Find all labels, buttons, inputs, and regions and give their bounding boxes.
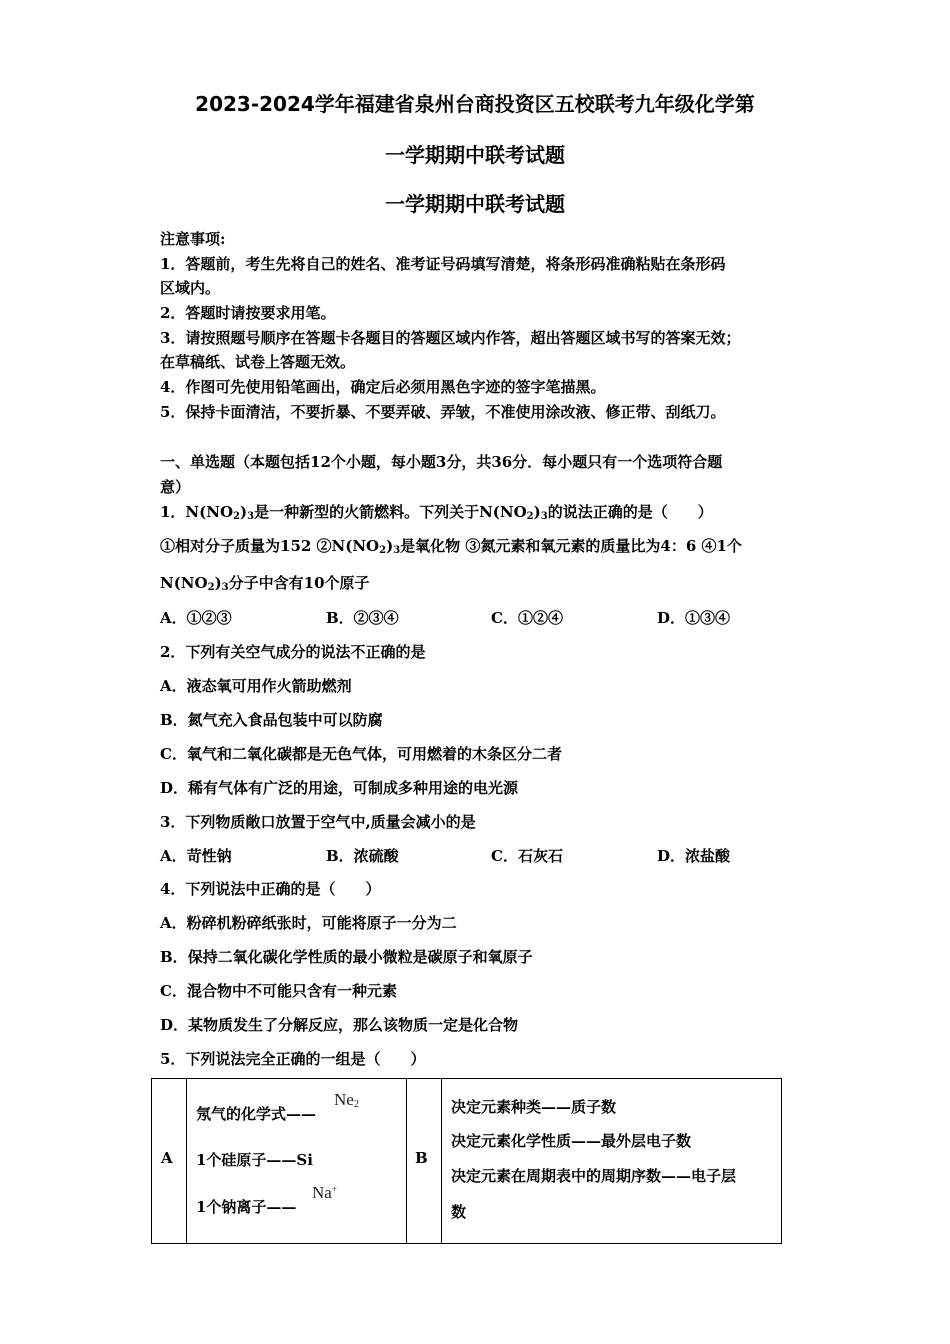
subscript: 2 — [207, 582, 215, 593]
question-1-option-c: C．①②④ — [491, 609, 563, 627]
notice-item-3-cont: 在草稿纸、试卷上答题无效。 — [160, 353, 356, 371]
section-heading-cont: 意） — [160, 478, 191, 496]
table-label-b: B — [415, 1149, 428, 1167]
subscript: 2 — [379, 545, 387, 556]
notice-item-4: 4．作图可先使用铅笔画出，确定后必须用黑色字迹的签字笔描黑。 — [160, 378, 606, 396]
question-3-stem: 3．下列物质敞口放置于空气中,质量会减小的是 — [160, 813, 476, 831]
notice-item-5: 5．保持卡面清洁，不要折暴、不要弄破、弄皱，不准使用涂改液、修正带、刮纸刀。 — [160, 403, 726, 421]
question-1-option-d: D．①③④ — [657, 609, 731, 627]
question-1-stem-part: 是一种新型的火箭燃料。下列关于N(NO — [254, 503, 527, 521]
cell-b-line-1: 决定元素种类——质子数 — [451, 1098, 617, 1116]
statement-part: ①相对分子质量为152 ②N(NO — [160, 537, 380, 555]
question-2-option-d: D．稀有气体有广泛的用途，可制成多种用途的电光源 — [160, 779, 519, 797]
cell-a-line-3: 1个钠离子—— — [196, 1198, 297, 1216]
neon-formula — [334, 1090, 359, 1110]
cell-b-line-3: 决定元素在周期表中的周期序数——电子层 — [451, 1167, 737, 1185]
question-5-stem: 5．下列说法完全正确的一组是（ ） — [160, 1050, 426, 1068]
table-divider — [406, 1079, 407, 1243]
question-3-option-d: D．浓盐酸 — [657, 847, 731, 865]
question-1-statements — [160, 535, 742, 556]
section-heading: 一、单选题（本题包括12个小题，每小题3分，共36分．每小题只有一个选项符合题 — [160, 453, 723, 471]
cell-b-line-4: 数 — [451, 1203, 467, 1221]
page-title-line2: 一学期期中联考试题 — [385, 143, 565, 167]
cell-b-line-2: 决定元素化学性质——最外层电子数 — [451, 1132, 692, 1150]
page-subtitle: 一学期期中联考试题 — [385, 192, 565, 216]
question-1-stem-part: 1．N(NO — [160, 503, 234, 521]
formula-base: Ne — [334, 1090, 354, 1109]
subscript: 2 — [233, 511, 240, 522]
subscript: 3 — [540, 511, 548, 522]
notice-item-1-cont: 区域内。 — [160, 279, 221, 297]
question-4-option-b: B．保持二氧化碳化学性质的最小微粒是碳原子和氧原子 — [160, 948, 533, 966]
sodium-ion-formula — [312, 1183, 337, 1203]
cell-a-line-1: 氖气的化学式—— — [196, 1105, 317, 1123]
question-4-option-c: C．混合物中不可能只含有一种元素 — [160, 982, 397, 1000]
question-5-table — [151, 1078, 782, 1244]
page-title-line1: 2023-2024学年福建省泉州台商投资区五校联考九年级化学第 — [195, 92, 755, 116]
question-2-stem: 2．下列有关空气成分的说法不正确的是 — [160, 643, 426, 661]
question-3-option-c: C．石灰石 — [491, 847, 563, 865]
notice-heading: 注意事项: — [160, 230, 226, 248]
cell-a-line-2: 1个硅原子——Si — [196, 1151, 313, 1169]
statement-part: N(NO — [160, 574, 208, 592]
subscript: 3 — [221, 582, 229, 593]
question-2-option-a: A．液态氧可用作火箭助燃剂 — [160, 677, 352, 695]
table-label-a: A — [161, 1149, 173, 1167]
question-2-option-c: C．氧气和二氧化碳都是无色气体，可用燃着的木条区分二者 — [160, 745, 562, 763]
question-3-option-a: A．苛性钠 — [160, 847, 232, 865]
formula-base: Na — [312, 1183, 332, 1202]
question-4-option-d: D．某物质发生了分解反应，那么该物质一定是化合物 — [160, 1016, 519, 1034]
question-2-option-b: B．氮气充入食品包装中可以防腐 — [160, 711, 383, 729]
statement-part: 是氧化物 ③氮元素和氧元素的质量比为4：6 ④1个 — [400, 537, 742, 555]
question-4-stem: 4．下列说法中正确的是（ ） — [160, 880, 381, 898]
question-1-statements-cont — [160, 572, 370, 593]
statement-part: ) — [386, 537, 394, 555]
statement-part: ) — [214, 574, 222, 592]
question-4-option-a: A．粉碎机粉碎纸张时，可能将原子一分为二 — [160, 914, 457, 932]
question-1-option-a: A．①②③ — [160, 609, 232, 627]
question-1-stem-part: ) — [240, 503, 248, 521]
notice-item-2: 2．答题时请按要求用笔。 — [160, 304, 336, 322]
subscript: 3 — [247, 511, 255, 522]
subscript: 2 — [526, 511, 534, 522]
statement-part: 分子中含有10个原子 — [228, 574, 370, 592]
notice-item-3: 3．请按照题号顺序在答题卡各题目的答题区域内作答，超出答题区域书写的答案无效； — [160, 329, 741, 347]
question-1-stem-part: ) — [533, 503, 541, 521]
notice-item-1: 1．答题前，考生先将自己的姓名、准考证号码填写清楚，将条形码准确粘贴在条形码 — [160, 255, 726, 273]
subscript: 3 — [393, 545, 401, 556]
table-divider — [186, 1079, 187, 1243]
question-1-stem — [160, 501, 713, 522]
table-divider — [441, 1079, 442, 1243]
question-1-option-b: B．②③④ — [326, 609, 399, 627]
subscript: 2 — [353, 1099, 359, 1110]
superscript: + — [331, 1184, 337, 1194]
question-3-option-b: B．浓硫酸 — [326, 847, 399, 865]
question-1-stem-part: 的说法正确的是（ ） — [547, 503, 713, 521]
